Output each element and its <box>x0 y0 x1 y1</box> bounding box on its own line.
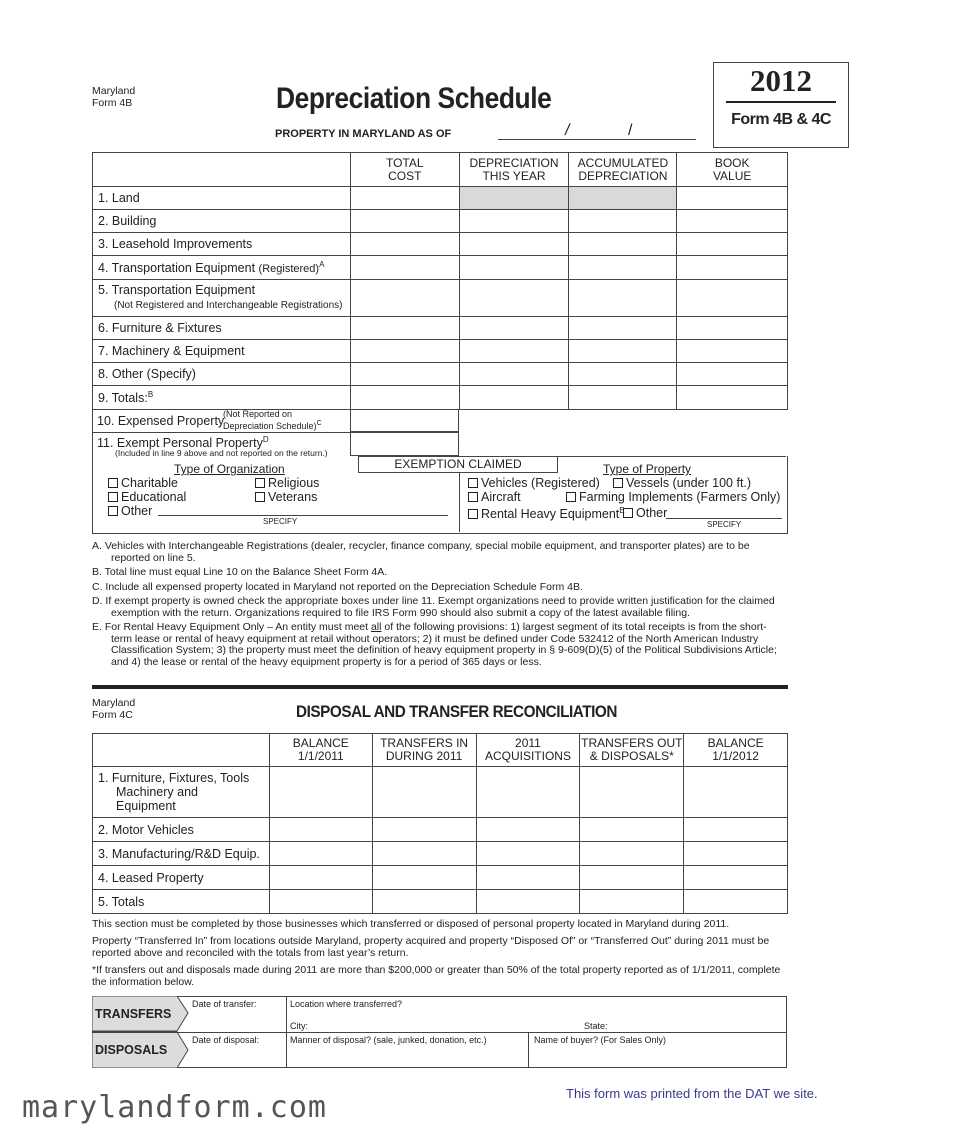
totals-total-cost[interactable] <box>350 386 459 410</box>
header-balance-2012: BALANCE 1/1/2012 <box>684 734 788 767</box>
furniture-accumulated[interactable] <box>569 317 677 340</box>
row-label-totals: 9. Totals:$^B$ <box>93 386 351 410</box>
row-label-transport-unregistered: 5. Transportation Equipment (Not Registered and Interchangeable Registrations) <box>93 280 351 317</box>
section-divider <box>92 685 788 689</box>
exempt-total-cost[interactable] <box>350 432 459 456</box>
table-row <box>93 317 788 340</box>
state-label: State: <box>584 1021 608 1031</box>
other-book-value[interactable] <box>677 363 788 386</box>
subtitle: PROPERTY IN MARYLAND AS OF <box>275 128 452 140</box>
header-total-cost: TOTAL COST <box>350 153 459 187</box>
transfers-label: TRANSFERS <box>95 1007 172 1021</box>
totals-book-value[interactable] <box>677 386 788 410</box>
checkbox-icon <box>108 506 118 516</box>
leasehold-depreciation[interactable] <box>459 233 569 256</box>
section-title: DISPOSAL AND TRANSFER RECONCILIATION <box>296 702 617 721</box>
form4c-label: Form 4C <box>92 709 133 721</box>
row-label-motor-vehicles: 2. Motor Vehicles <box>93 818 270 842</box>
vehicles-transfers-out[interactable] <box>580 818 684 842</box>
furniture-balance-2011[interactable] <box>269 767 372 818</box>
row-label-other: 8. Other (Specify) <box>93 363 351 386</box>
row-label-machinery: 7. Machinery & Equipment <box>93 340 351 363</box>
form4b-state: Maryland <box>92 85 136 97</box>
header-book-value: BOOK VALUE <box>677 153 788 187</box>
checkbox-icon <box>468 478 478 488</box>
row-label-manufacturing: 3. Manufacturing/R&D Equip. <box>93 842 270 866</box>
footnote-d: D. If exempt property is owned check the appropriate boxes under line 11. Exempt organizations need to provide written justification for the claimed exemption with the return. Organizations required to file IRS Form 990 should also submit a copy of the latest available filing. <box>92 595 775 619</box>
form4c-state: Maryland <box>92 697 136 709</box>
land-depreciation-shaded <box>459 187 569 210</box>
leased-transfers-in[interactable] <box>372 866 476 890</box>
reconciliation-notes <box>92 918 788 988</box>
farming-checkbox[interactable]: Farming Implements (Farmers Only) <box>566 490 780 504</box>
org-type-title: Type of Organization <box>174 462 285 476</box>
other-depreciation[interactable] <box>459 363 569 386</box>
vehicles-balance-2012[interactable] <box>684 818 788 842</box>
table-row <box>93 386 788 410</box>
row-label-land: 1. Land <box>93 187 351 210</box>
date-of-transfer-label: Date of transfer: <box>192 999 257 1009</box>
building-book-value[interactable] <box>677 210 788 233</box>
prop-specify-label: SPECIFY <box>707 520 742 529</box>
expensed-total-cost[interactable] <box>350 409 459 432</box>
form4b-label: Form 4B <box>92 97 133 109</box>
watermark: marylandform.com <box>22 1090 327 1125</box>
land-book-value[interactable] <box>677 187 788 210</box>
other-org-specify-line[interactable] <box>158 515 448 516</box>
header-transfers-in: TRANSFERS IN DURING 2011 <box>372 734 476 767</box>
note-3: *If transfers out and disposals made during 2011 are more than $200,000 or greater than 50% of the total property reported as of 1/1/2011, complete the information below. <box>92 964 781 988</box>
buyer-label: Name of buyer? (For Sales Only) <box>534 1035 667 1045</box>
table-row <box>93 363 788 386</box>
land-accumulated-shaded <box>569 187 677 210</box>
row-label-totals: 5. Totals <box>93 890 270 914</box>
land-total-cost[interactable] <box>350 187 459 210</box>
checkbox-icon <box>468 492 478 502</box>
table-row <box>93 818 788 842</box>
page-title: Depreciation Schedule <box>276 82 552 115</box>
exemption-claimed-title: EXEMPTION CLAIMED <box>358 456 558 473</box>
table-row <box>93 340 788 363</box>
row-label-leasehold: 3. Leasehold Improvements <box>93 233 351 256</box>
leased-balance-2011[interactable] <box>269 866 372 890</box>
furniture-depreciation[interactable] <box>459 317 569 340</box>
footnote-c: C. Include all expensed property located in Maryland not reported on the Depreciation Schedule Form 4B. <box>92 580 583 593</box>
other-prop-checkbox[interactable]: Other <box>623 506 667 520</box>
table-row <box>93 280 788 317</box>
table-row <box>93 233 788 256</box>
totals-transfers-in[interactable] <box>372 890 476 914</box>
transport-reg-total-cost[interactable] <box>350 256 459 280</box>
exemption-divider <box>459 473 460 532</box>
as-of-date-field[interactable] <box>498 124 696 140</box>
leasehold-total-cost[interactable] <box>350 233 459 256</box>
date-slash-2: / <box>628 122 633 139</box>
building-accumulated[interactable] <box>569 210 677 233</box>
mfg-acquisitions[interactable] <box>476 842 580 866</box>
note-1: This section must be completed by those businesses which transferred or disposed of personal property located in Maryland during 2011. <box>92 918 730 930</box>
veterans-checkbox[interactable]: Veterans <box>255 490 317 504</box>
checkbox-icon <box>255 478 265 488</box>
depreciation-table <box>92 152 788 410</box>
year-box <box>713 62 849 148</box>
charitable-checkbox[interactable]: Charitable <box>108 476 178 490</box>
note-2: Property “Transferred In” from locations outside Maryland, property acquired and property “Disposed Of” or “Transferred Out” during 2011 must be reported above and reconciled with the totals from last year’s return. <box>92 935 770 959</box>
aircraft-checkbox[interactable]: Aircraft <box>468 490 521 504</box>
location-label: Location where transferred? <box>290 999 403 1009</box>
other-org-checkbox[interactable]: Other <box>108 504 152 518</box>
footnotes <box>92 541 782 671</box>
row-label-leased: 4. Leased Property <box>93 866 270 890</box>
building-total-cost[interactable] <box>350 210 459 233</box>
furniture-transfers-out[interactable] <box>580 767 684 818</box>
furniture-acquisitions[interactable] <box>476 767 580 818</box>
manner-label: Manner of disposal? (sale, junked, donation, etc.) <box>290 1035 487 1045</box>
mfg-transfers-in[interactable] <box>372 842 476 866</box>
leasehold-accumulated[interactable] <box>569 233 677 256</box>
table-row <box>93 866 788 890</box>
educational-checkbox[interactable]: Educational <box>108 490 186 504</box>
leased-transfers-out[interactable] <box>580 866 684 890</box>
transport-reg-accumulated[interactable] <box>569 256 677 280</box>
transport-unreg-book-value[interactable] <box>677 280 788 317</box>
form-year: 2012 <box>750 63 812 98</box>
checkbox-icon <box>613 478 623 488</box>
header-acquisitions: 2011 ACQUISITIONS <box>476 734 580 767</box>
furniture-book-value[interactable] <box>677 317 788 340</box>
checkbox-icon <box>566 492 576 502</box>
table-row <box>93 890 788 914</box>
date-of-disposal-label: Date of disposal: <box>192 1035 260 1045</box>
city-label: City: <box>290 1021 308 1031</box>
header-blank <box>93 153 351 187</box>
header-transfers-out: TRANSFERS OUT & DISPOSALS* <box>580 734 684 767</box>
leased-acquisitions[interactable] <box>476 866 580 890</box>
org-specify-label: SPECIFY <box>263 517 298 526</box>
disposals-label: DISPOSALS <box>95 1043 168 1057</box>
furniture-total-cost[interactable] <box>350 317 459 340</box>
transport-unreg-accumulated[interactable] <box>569 280 677 317</box>
transport-reg-book-value[interactable] <box>677 256 788 280</box>
exempt-subnote: (Included in line 9 above and not reported on the return.) <box>115 448 328 458</box>
machinery-depreciation[interactable] <box>459 340 569 363</box>
vessels-checkbox[interactable]: Vessels (under 100 ft.) <box>613 476 751 490</box>
totals-acquisitions[interactable] <box>476 890 580 914</box>
printed-from-note: This form was printed from the DAT we site. <box>566 1086 818 1101</box>
machinery-total-cost[interactable] <box>350 340 459 363</box>
box-col-divider-2 <box>528 1032 529 1068</box>
reconciliation-table <box>92 733 788 914</box>
transport-reg-depreciation[interactable] <box>459 256 569 280</box>
vehicles-acquisitions[interactable] <box>476 818 580 842</box>
header-accumulated: ACCUMULATED DEPRECIATION <box>569 153 677 187</box>
transport-unreg-total-cost[interactable] <box>350 280 459 317</box>
mfg-balance-2011[interactable] <box>269 842 372 866</box>
row-label-building: 2. Building <box>93 210 351 233</box>
table-row <box>93 210 788 233</box>
row-label-transport-registered: 4. Transportation Equipment (Registered)$^A$ <box>93 256 351 280</box>
prop-type-title: Type of Property <box>603 462 692 476</box>
totals-accumulated[interactable] <box>569 386 677 410</box>
table-row <box>93 187 788 210</box>
table-row <box>93 842 788 866</box>
furniture-balance-2012[interactable] <box>684 767 788 818</box>
other-prop-specify-line[interactable] <box>666 518 782 519</box>
mfg-transfers-out[interactable] <box>580 842 684 866</box>
vehicles-transfers-in[interactable] <box>372 818 476 842</box>
building-depreciation[interactable] <box>459 210 569 233</box>
vehicles-balance-2011[interactable] <box>269 818 372 842</box>
mfg-balance-2012[interactable] <box>684 842 788 866</box>
other-accumulated[interactable] <box>569 363 677 386</box>
checkbox-icon <box>468 509 478 519</box>
date-slash-1: / <box>563 122 572 139</box>
row-label-expensed: 10. Expensed Property (Not Reported on Depreciation Schedule)$^C$ <box>97 409 322 431</box>
furniture-transfers-in[interactable] <box>372 767 476 818</box>
row-label-furniture: 6. Furniture & Fixtures <box>93 317 351 340</box>
checkbox-icon <box>108 492 118 502</box>
religious-checkbox[interactable]: Religious <box>255 476 319 490</box>
row-label-furniture-tools: 1. Furniture, Fixtures, Tools Machinery and Equipment <box>93 767 270 818</box>
checkbox-icon <box>108 478 118 488</box>
machinery-book-value[interactable] <box>677 340 788 363</box>
footnote-a: A. Vehicles with Interchangeable Registrations (dealer, recycler, finance company, special mobile equipment, and transporter plates) are to be reported on line 5. <box>92 540 750 564</box>
vehicles-checkbox[interactable]: Vehicles (Registered) <box>468 476 600 490</box>
checkbox-icon <box>623 508 633 518</box>
leased-balance-2012[interactable] <box>684 866 788 890</box>
leasehold-book-value[interactable] <box>677 233 788 256</box>
header-blank <box>93 734 270 767</box>
machinery-accumulated[interactable] <box>569 340 677 363</box>
checkbox-icon <box>255 492 265 502</box>
transport-unreg-depreciation[interactable] <box>459 280 569 317</box>
header-balance-2011: BALANCE 1/1/2011 <box>269 734 372 767</box>
table-row <box>93 767 788 818</box>
box-col-divider <box>286 996 287 1068</box>
totals-balance-2011[interactable] <box>269 890 372 914</box>
footnote-e: E. For Rental Heavy Equipment Only – An entity must meet all of the following provisions: 1) largest segment of its total receipts is from the short-term lease or rental of heavy equipment at retail without operators; 2) it must be defined under Code 532412 of the North American Industry Classification System; 3) the property must meet the definition of heavy equipment property in § 9-609(D)(5) of the Political Subdivisions Article; and 4) the lease or rental of the heavy equipment property is for a period of 365 days or less. <box>92 621 777 668</box>
totals-depreciation[interactable] <box>459 386 569 410</box>
table-row <box>93 256 788 280</box>
footnote-b: B. Total line must equal Line 10 on the Balance Sheet Form 4A. <box>92 566 388 578</box>
transfers-disposals-divider <box>92 1032 787 1033</box>
totals-balance-2012[interactable] <box>684 890 788 914</box>
form-code: Form 4B & 4C <box>731 111 831 128</box>
totals-transfers-out[interactable] <box>580 890 684 914</box>
other-total-cost[interactable] <box>350 363 459 386</box>
row-label-exempt: 11. Exempt Personal Property$^D$ <box>97 435 269 451</box>
year-divider <box>726 101 836 103</box>
row-10-divider <box>92 432 350 433</box>
rental-heavy-checkbox[interactable]: Rental Heavy Equipment$^E$ <box>468 506 625 521</box>
header-depreciation: DEPRECIATION THIS YEAR <box>459 153 569 187</box>
